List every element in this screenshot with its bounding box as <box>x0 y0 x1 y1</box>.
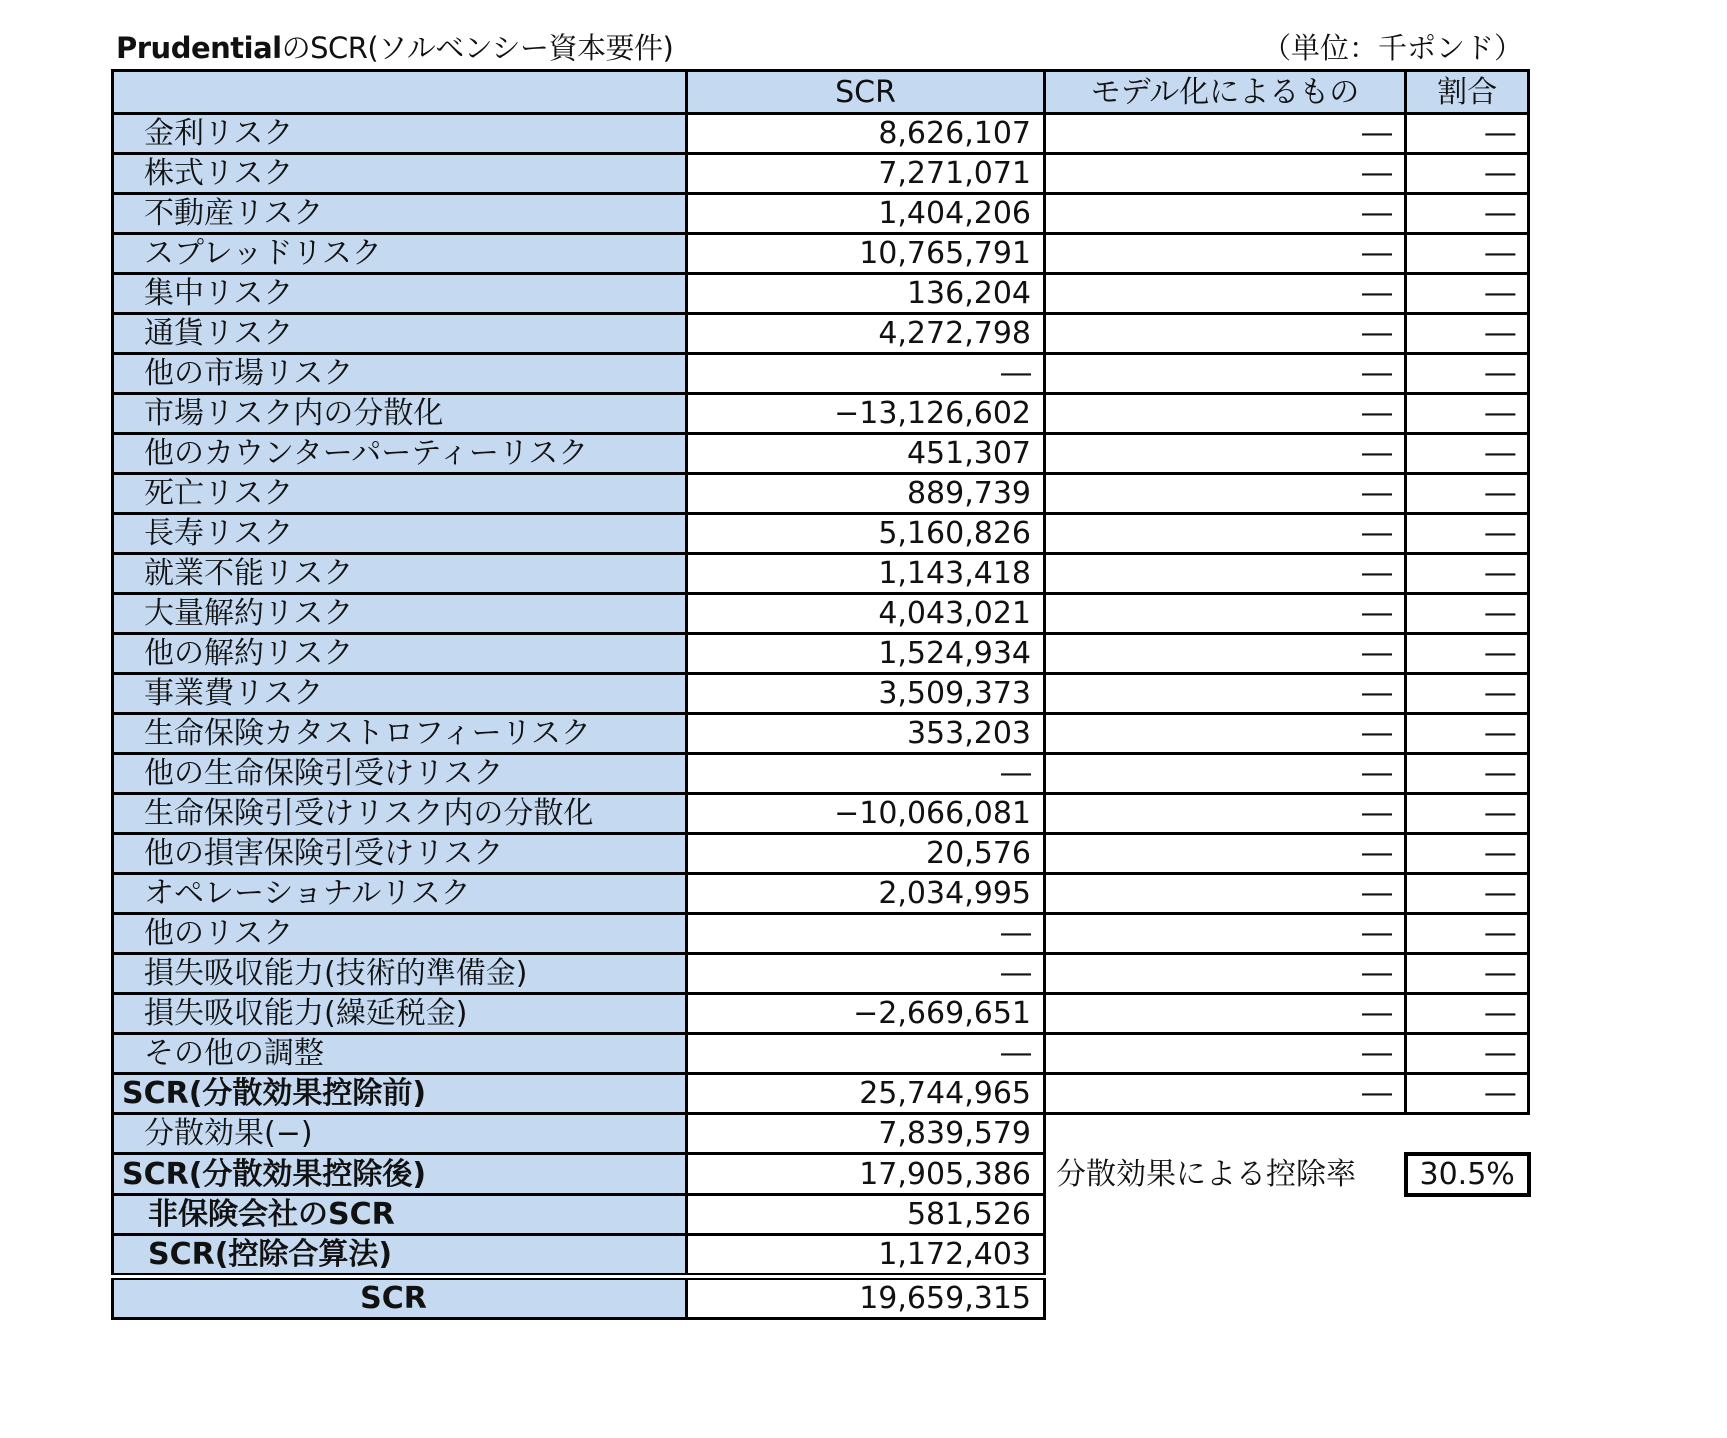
risk-label: 生命保険カタストロフィーリスク <box>113 714 687 754</box>
scr-value: 889,739 <box>687 474 1045 514</box>
model-value: ― <box>1045 754 1406 794</box>
scr-value: 4,272,798 <box>687 314 1045 354</box>
scr-value: 3,509,373 <box>687 674 1045 714</box>
total-row <box>113 1277 1529 1319</box>
model-value: ― <box>1045 714 1406 754</box>
scr-value: −2,669,651 <box>687 994 1045 1034</box>
unit-label: （単位：千ポンド） <box>1262 31 1524 65</box>
header-cell-scr: SCR <box>687 71 1045 114</box>
risk-label: 株式リスク <box>113 154 687 194</box>
ratio-value: ― <box>1406 874 1529 914</box>
scr-value: 10,765,791 <box>687 234 1045 274</box>
ratio-value: ― <box>1406 554 1529 594</box>
risk-label: 他の損害保険引受けリスク <box>113 834 687 874</box>
risk-label: 市場リスク内の分散化 <box>113 394 687 434</box>
subtotal-after-label: SCR(分散効果控除後) <box>113 1154 687 1195</box>
model-value: ― <box>1045 954 1406 994</box>
model-value: ― <box>1045 594 1406 634</box>
scr-value: 1,143,418 <box>687 554 1045 594</box>
ratio-value: ― <box>1406 754 1529 794</box>
empty-cell <box>1045 1235 1406 1277</box>
subtotal-before-model: ― <box>1045 1074 1406 1114</box>
subtotal-before-label: SCR(分散効果控除前) <box>113 1074 687 1114</box>
table-row <box>113 834 1529 874</box>
table-row <box>113 114 1529 154</box>
table-row <box>113 954 1529 994</box>
title-company: Prudential <box>116 31 282 65</box>
risk-label: 他のリスク <box>113 914 687 954</box>
model-value: ― <box>1045 394 1406 434</box>
ratio-value: ― <box>1406 914 1529 954</box>
scr-value: 451,307 <box>687 434 1045 474</box>
ratio-value: ― <box>1406 354 1529 394</box>
model-value: ― <box>1045 354 1406 394</box>
scr-value: −10,066,081 <box>687 794 1045 834</box>
scr-value: 136,204 <box>687 274 1045 314</box>
risk-label: オペレーショナルリスク <box>113 874 687 914</box>
ratio-value: ― <box>1406 114 1529 154</box>
risk-label: 長寿リスク <box>113 514 687 554</box>
model-value: ― <box>1045 114 1406 154</box>
subtotal-before-ratio: ― <box>1406 1074 1529 1114</box>
model-value: ― <box>1045 874 1406 914</box>
ratio-value: ― <box>1406 394 1529 434</box>
table-row <box>113 194 1529 234</box>
ratio-value: ― <box>1406 234 1529 274</box>
scr-value: 5,160,826 <box>687 514 1045 554</box>
model-value: ― <box>1045 914 1406 954</box>
empty-cell <box>1045 1195 1406 1235</box>
risk-label: 就業不能リスク <box>113 554 687 594</box>
table-row <box>113 914 1529 954</box>
model-value: ― <box>1045 434 1406 474</box>
ratio-value: ― <box>1406 674 1529 714</box>
risk-label: スプレッドリスク <box>113 234 687 274</box>
scr-value: 1,404,206 <box>687 194 1045 234</box>
model-value: ― <box>1045 274 1406 314</box>
table-row <box>113 234 1529 274</box>
ratio-value: ― <box>1406 1034 1529 1074</box>
model-value: ― <box>1045 554 1406 594</box>
scr-value: ― <box>687 354 1045 394</box>
header-cell-ratio: 割合 <box>1406 71 1529 114</box>
scr-value: 7,271,071 <box>687 154 1045 194</box>
model-value: ― <box>1045 154 1406 194</box>
scr-value: 8,626,107 <box>687 114 1045 154</box>
total-value: 19,659,315 <box>687 1277 1045 1319</box>
table-row <box>113 794 1529 834</box>
table-row <box>113 314 1529 354</box>
ratio-value: ― <box>1406 514 1529 554</box>
scr-value: 2,034,995 <box>687 874 1045 914</box>
diversification-label: 分散効果(−) <box>113 1114 687 1154</box>
risk-label: 事業費リスク <box>113 674 687 714</box>
table-row <box>113 674 1529 714</box>
header-cell-label <box>113 71 687 114</box>
subtotal-before-value: 25,744,965 <box>687 1074 1045 1114</box>
page-title <box>116 28 673 68</box>
ratio-value: ― <box>1406 194 1529 234</box>
risk-label: 損失吸収能力(繰延税金) <box>113 994 687 1034</box>
scr-value: −13,126,602 <box>687 394 1045 434</box>
ratio-value: ― <box>1406 834 1529 874</box>
risk-label: 不動産リスク <box>113 194 687 234</box>
empty-cell <box>1406 1114 1529 1154</box>
risk-label: 大量解約リスク <box>113 594 687 634</box>
subtotal-after-value: 17,905,386 <box>687 1154 1045 1195</box>
empty-cell <box>1045 1277 1406 1319</box>
ratio-value: ― <box>1406 714 1529 754</box>
deduction-rate-value: 30.5% <box>1406 1154 1529 1195</box>
ratio-value: ― <box>1406 314 1529 354</box>
model-value: ― <box>1045 994 1406 1034</box>
ratio-value: ― <box>1406 954 1529 994</box>
risk-label: 通貨リスク <box>113 314 687 354</box>
risk-label: 他の解約リスク <box>113 634 687 674</box>
table-row <box>113 394 1529 434</box>
table-row <box>113 634 1529 674</box>
table-row <box>113 754 1529 794</box>
risk-label: 死亡リスク <box>113 474 687 514</box>
model-value: ― <box>1045 314 1406 354</box>
model-value: ― <box>1045 194 1406 234</box>
table-row <box>113 554 1529 594</box>
empty-cell <box>1406 1195 1529 1235</box>
risk-label: 損失吸収能力(技術的準備金) <box>113 954 687 994</box>
table-row <box>113 1034 1529 1074</box>
deduction-aggregation-row <box>113 1235 1529 1277</box>
table-row <box>113 714 1529 754</box>
empty-cell <box>1406 1235 1529 1277</box>
scr-value: 353,203 <box>687 714 1045 754</box>
table-row <box>113 274 1529 314</box>
ratio-value: ― <box>1406 994 1529 1034</box>
empty-cell <box>1045 1114 1406 1154</box>
total-label: SCR <box>113 1277 687 1319</box>
model-value: ― <box>1045 474 1406 514</box>
non-insurer-label: 非保険会社のSCR <box>113 1195 687 1235</box>
table-row <box>113 474 1529 514</box>
header-row <box>113 71 1529 114</box>
model-value: ― <box>1045 674 1406 714</box>
table-row <box>113 594 1529 634</box>
model-value: ― <box>1045 634 1406 674</box>
scr-value: ― <box>687 754 1045 794</box>
scr-value: 4,043,021 <box>687 594 1045 634</box>
scr-value: ― <box>687 1034 1045 1074</box>
ratio-value: ― <box>1406 474 1529 514</box>
risk-label: 集中リスク <box>113 274 687 314</box>
empty-cell <box>1406 1277 1529 1319</box>
non-insurer-row <box>113 1195 1529 1235</box>
title-rest: のSCR(ソルベンシー資本要件) <box>281 31 674 65</box>
subtotal-after-row <box>113 1154 1529 1195</box>
diversification-row <box>113 1114 1529 1154</box>
risk-label: 金利リスク <box>113 114 687 154</box>
ratio-value: ― <box>1406 634 1529 674</box>
scr-value: 20,576 <box>687 834 1045 874</box>
table-row <box>113 354 1529 394</box>
table-row <box>113 434 1529 474</box>
risk-label: その他の調整 <box>113 1034 687 1074</box>
ratio-value: ― <box>1406 154 1529 194</box>
model-value: ― <box>1045 1034 1406 1074</box>
header-cell-model: モデル化によるもの <box>1045 71 1406 114</box>
scr-value: ― <box>687 954 1045 994</box>
table-row <box>113 154 1529 194</box>
non-insurer-value: 581,526 <box>687 1195 1045 1235</box>
scr-value: 1,524,934 <box>687 634 1045 674</box>
deduction-rate-label: 分散効果による控除率 <box>1045 1154 1406 1195</box>
model-value: ― <box>1045 234 1406 274</box>
risk-label: 他の生命保険引受けリスク <box>113 754 687 794</box>
risk-label: 他のカウンターパーティーリスク <box>113 434 687 474</box>
ratio-value: ― <box>1406 594 1529 634</box>
model-value: ― <box>1045 514 1406 554</box>
risk-label: 他の市場リスク <box>113 354 687 394</box>
model-value: ― <box>1045 794 1406 834</box>
deduction-aggregation-label: SCR(控除合算法) <box>113 1235 687 1277</box>
ratio-value: ― <box>1406 274 1529 314</box>
ratio-value: ― <box>1406 794 1529 834</box>
risk-label: 生命保険引受けリスク内の分散化 <box>113 794 687 834</box>
table-row <box>113 514 1529 554</box>
model-value: ― <box>1045 834 1406 874</box>
subtotal-before-row <box>113 1074 1529 1114</box>
ratio-value: ― <box>1406 434 1529 474</box>
deduction-aggregation-value: 1,172,403 <box>687 1235 1045 1277</box>
table-row <box>113 994 1529 1034</box>
diversification-value: 7,839,579 <box>687 1114 1045 1154</box>
scr-value: ― <box>687 914 1045 954</box>
table-row <box>113 874 1529 914</box>
scr-table <box>111 69 1531 1320</box>
